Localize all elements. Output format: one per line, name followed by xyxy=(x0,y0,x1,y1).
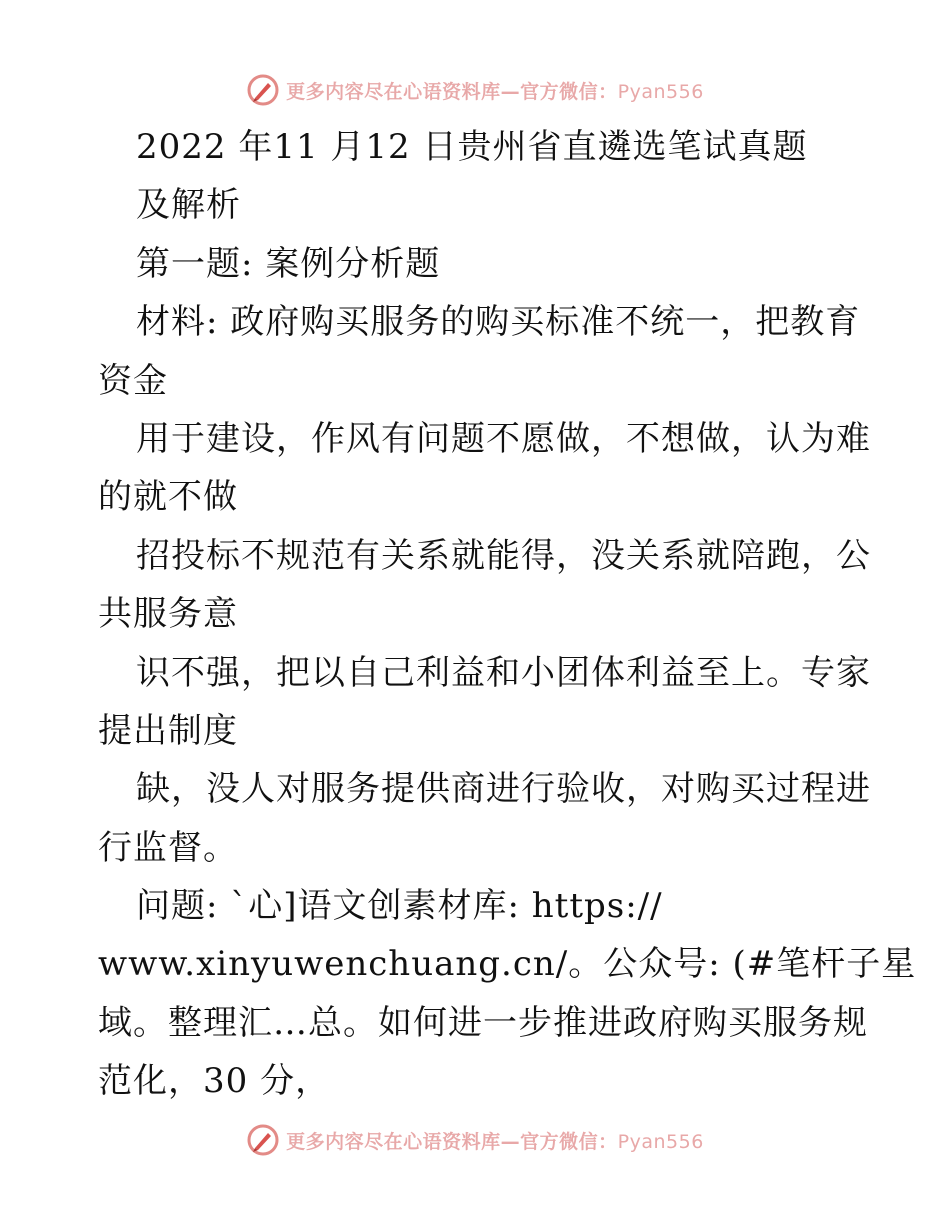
paragraph-line: 用于建设，作风有问题不愿做，不想做，认为难 xyxy=(136,418,871,459)
paragraph-line: 识不强，把以自己利益和小团体利益至上。专家 xyxy=(136,652,871,693)
watermark-text: 更多内容尽在心语资料库—官方微信：Pyan556 xyxy=(286,80,704,103)
document-body xyxy=(98,118,917,1111)
footer-watermark xyxy=(0,1120,950,1160)
pen-logo-icon xyxy=(246,1123,280,1157)
watermark-text: 更多内容尽在心语资料库—官方微信：Pyan556 xyxy=(286,1130,704,1153)
pen-logo-icon xyxy=(246,73,280,107)
title-line-2: 及解析 xyxy=(136,185,241,226)
paragraph-line: 提出制度 xyxy=(98,710,238,751)
paragraph-line: 缺，没人对服务提供商进行验收，对购买过程进 xyxy=(136,769,871,810)
paragraph-line: 行监督。 xyxy=(98,827,238,868)
question-line: 范化，30 分， xyxy=(98,1061,331,1102)
question-line: www.xinyuwenchuang.cn/。公众号: (#笔杆子星 xyxy=(98,944,917,985)
question-line: 问题: `心]语文创素材库: https:// xyxy=(136,886,663,927)
paragraph-line: 资金 xyxy=(98,360,168,401)
question-line: 域。整理汇…总。如何进一步推进政府购买服务规 xyxy=(98,1002,868,1043)
paragraph-line: 招投标不规范有关系就能得，没关系就陪跑，公 xyxy=(136,535,871,576)
section-heading: 第一题: 案例分析题 xyxy=(136,243,441,284)
title-line-1: 2022 年11 月12 日贵州省直遴选笔试真题 xyxy=(136,127,808,167)
paragraph-line: 共服务意 xyxy=(98,594,238,635)
paragraph-line: 材料: 政府购买服务的购买标准不统一，把教育 xyxy=(136,302,861,343)
paragraph-line: 的就不做 xyxy=(98,477,238,518)
header-watermark xyxy=(0,70,950,110)
